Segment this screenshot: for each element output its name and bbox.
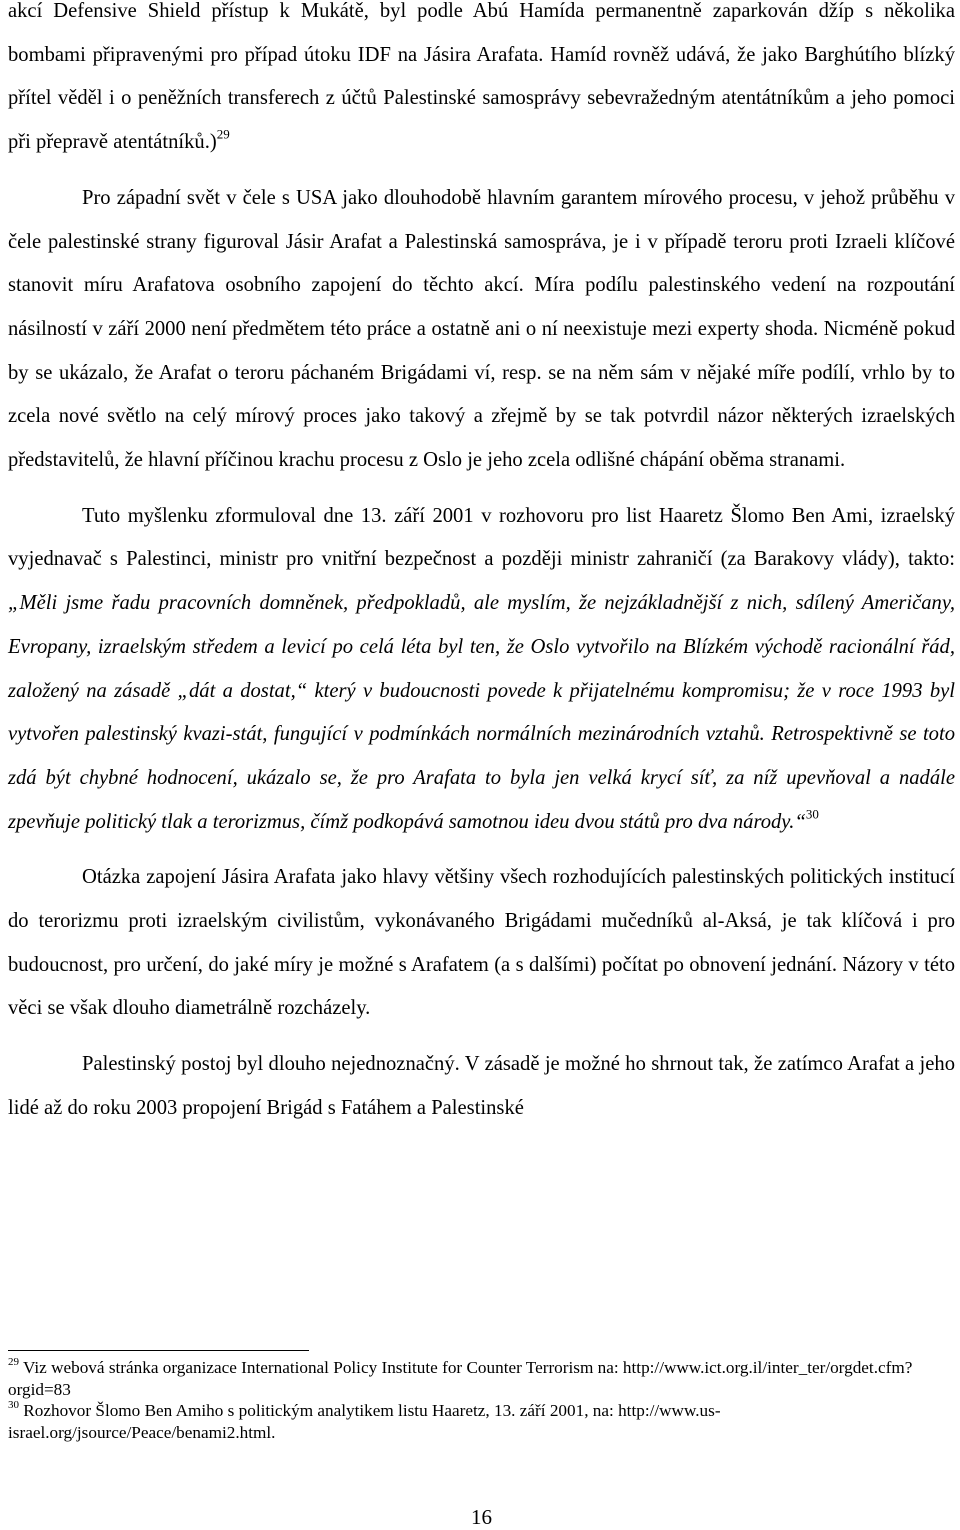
footnote-number: 29 xyxy=(8,1355,19,1368)
footnote-reference-30[interactable]: 30 xyxy=(805,805,819,821)
footnote-separator xyxy=(8,1350,309,1351)
paragraph-spacer xyxy=(8,1031,955,1043)
page-number: 16 xyxy=(471,1505,492,1529)
paragraph-arafat-question xyxy=(8,856,955,1031)
footnote-text: Rozhovor Šlomo Ben Amiho s politickým analytikem listu Haaretz, 13. září 2001, na: http://www.us-israel.org/jsource/Peace/benami2.html. xyxy=(8,1401,721,1442)
footnote-number: 30 xyxy=(8,1398,19,1411)
paragraph-spacer xyxy=(8,165,955,177)
paragraph-palestinian-stance xyxy=(8,1043,955,1130)
paragraph-continuation xyxy=(8,0,955,165)
paragraph-spacer xyxy=(8,483,955,495)
paragraph-spacer xyxy=(8,844,955,856)
footnotes xyxy=(8,1357,948,1443)
paragraph-ben-ami xyxy=(8,495,955,845)
footnote-text: Viz webová stránka organizace International Policy Institute for Counter Terrorism na: http://www.ict.org.il/inter_ter/orgdet.cfm?orgid=83 xyxy=(8,1358,913,1399)
paragraph-text: Otázka zapojení Jásira Arafata jako hlavy většiny všech rozhodujících palestinských politických institucí do terorizmu proti izraelským civilistům, vykonávaného Brigádami mučedníků al-Aksá, je tak klíčová i pro budoucnost, pro určení, do jaké míry je možné s Arafatem (a s dalšími) počítat po obnovení jednání. Názory v této věci se však dlouho diametrálně rozcházely. xyxy=(8,866,955,1020)
footnote-reference-29[interactable]: 29 xyxy=(216,126,230,142)
body-text xyxy=(8,0,955,1131)
paragraph-text: Pro západní svět v čele s USA jako dlouhodobě hlavním garantem mírového procesu, v jehož průběhu v čele palestinské strany figuroval Jásir Arafat a Palestinská samospráva, je i v případě teroru proti Izraeli klíčové stanovit míru Arafatova osobního zapojení do těchto akcí. Míra podílu palestinského vedení na rozpoutání násilností v září 2000 není předmětem této práce a ostatně ani o ní neexistuje mezi experty shoda. Nicméně pokud by se ukázalo, že Arafat o teroru páchaném Brigádami ví, resp. se na něm sám v nějaké míře podílí, vrhlo by to zcela nové světlo na celý mírový proces jako takový a zřejmě by se tak potvrdil názor některých izraelských představitelů, že hlavní příčinou krachu procesu z Oslo je jeho zcela odlišné chápání oběma stranami. xyxy=(8,186,955,472)
document-page xyxy=(8,0,955,1530)
paragraph-text: akcí Defensive Shield přístup k Mukátě, byl podle Abú Hamída permanentně zaparkován džíp s několika bombami připravenými pro případ útoku IDF na Jásira Arafata. Hamíd rovněž udává, že jako Barghútího blízký přítel věděl i o peněžních transferech z účtů Palestinské samosprávy sebevražedným atentátníkům a jeho pomoci při přepravě atentátníků.) xyxy=(8,0,955,154)
ben-ami-quote: „Měli jsme řadu pracovních domněnek, předpokladů, ale myslím, že nejzákladnější z nich, sdílený Američany, Evropany, izraelským středem a levicí po celá léta byl ten, že Oslo vytvořilo na Blízkém východě racionální řád, založený na zásadě „dát a dostat,“ který v budoucnosti povede k přijatelnému kompromisu; že v roce 1993 byl vytvořen palestinský kvazi-stát, fungující v podmínkách normálních mezinárodních vztahů. Retrospektivně se toto zdá být chybné hodnocení, ukázalo se, že pro Arafata to byla jen velká krycí síť, za níž upevňoval a nadále zpevňuje politický tlak a terorizmus, čímž podkopává samotnou ideu dvou států pro dva národy.“ xyxy=(8,592,955,833)
footnote-30 xyxy=(8,1400,948,1443)
paragraph-text: Tuto myšlenku zformuloval dne 13. září 2001 v rozhovoru pro list Haaretz Šlomo Ben Ami, izraelský vyjednavač s Palestinci, ministr pro vnitřní bezpečnost a později ministr zahraničí (za Barakovy vlády), takto: xyxy=(8,504,955,571)
footnote-29 xyxy=(8,1357,948,1400)
paragraph-western-view xyxy=(8,177,955,483)
paragraph-text: Palestinský postoj byl dlouho nejednoznačný. V zásadě je možné ho shrnout tak, že zatímco Arafat a jeho lidé až do roku 2003 propojení Brigád s Fatáhem a Palestinské xyxy=(8,1053,955,1119)
